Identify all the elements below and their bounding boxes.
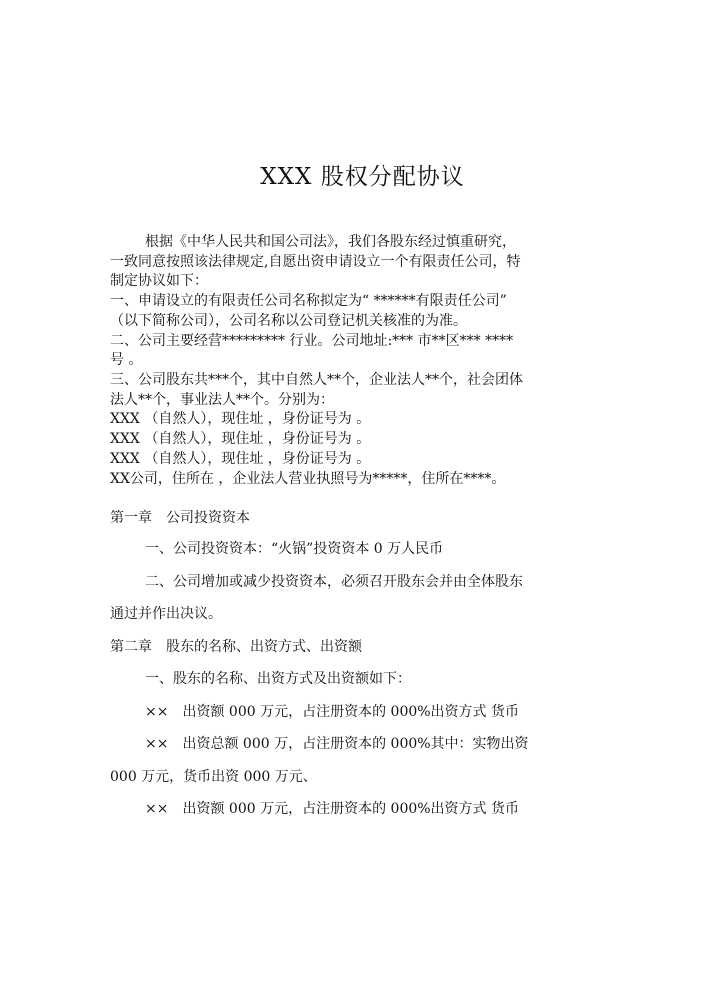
shareholder-line: XX公司，住所在 ，企业法人营业执照号为*****，住所在****。 <box>110 471 506 487</box>
contribution-line: ×× 出资额 000 万元，占注册资本的 000%出资方式 货币 <box>145 801 520 817</box>
paragraph-line: 制定协议如下： <box>110 273 208 289</box>
contribution-line: ×× 出资总额 000 万，占注册资本的 000%其中：实物出资 <box>145 736 529 752</box>
paragraph-line: 一致同意按照该法律规定,自愿出资申请设立一个有限责任公司，特 <box>110 254 521 270</box>
chapter-heading: 第一章 公司投资资本 <box>110 510 250 526</box>
document-title: XXX 股权分配协议 <box>260 164 465 190</box>
shareholder-line: XXX （自然人），现住址 ，身份证号为 。 <box>110 451 371 467</box>
section-line: 通过并作出决议。 <box>110 606 222 622</box>
clause-line: 二、公司主要经营********* 行业。公司地址:*** 市**区*** **** <box>110 333 514 349</box>
clause-line: （以下简称公司），公司名称以公司登记机关核准的为准。 <box>110 313 467 329</box>
chapter-heading: 第二章 股东的名称、出资方式、出资额 <box>110 639 362 655</box>
clause-line: 一、申请设立的有限责任公司名称拟定为“ ******有限责任公司” <box>110 293 507 309</box>
shareholder-line: XXX （自然人），现住址 ，身份证号为 。 <box>110 431 371 447</box>
clause-line: 法人**个，事业法人**个。分别为： <box>110 392 334 408</box>
section-line: 一、公司投资资本：“火锅”投资资本 0 万人民币 <box>145 541 444 557</box>
paragraph-line: 根据《中华人民共和国公司法》，我们各股东经过慎重研究， <box>145 234 516 250</box>
contribution-line: 000 万元，货币出资 000 万元、 <box>110 769 317 785</box>
section-line: 一、股东的名称、出资方式及出资额如下： <box>145 671 411 687</box>
clause-line: 号 。 <box>110 352 143 368</box>
shareholder-line: XXX （自然人），现住址 ，身份证号为 。 <box>110 411 371 427</box>
contribution-line: ×× 出资额 000 万元，占注册资本的 000%出资方式 货币 <box>145 704 520 720</box>
clause-line: 三、公司股东共***个，其中自然人**个，企业法人**个，社会团体 <box>110 372 523 388</box>
section-line: 二、公司增加或减少投资资本，必须召开股东会并由全体股东 <box>145 574 523 590</box>
